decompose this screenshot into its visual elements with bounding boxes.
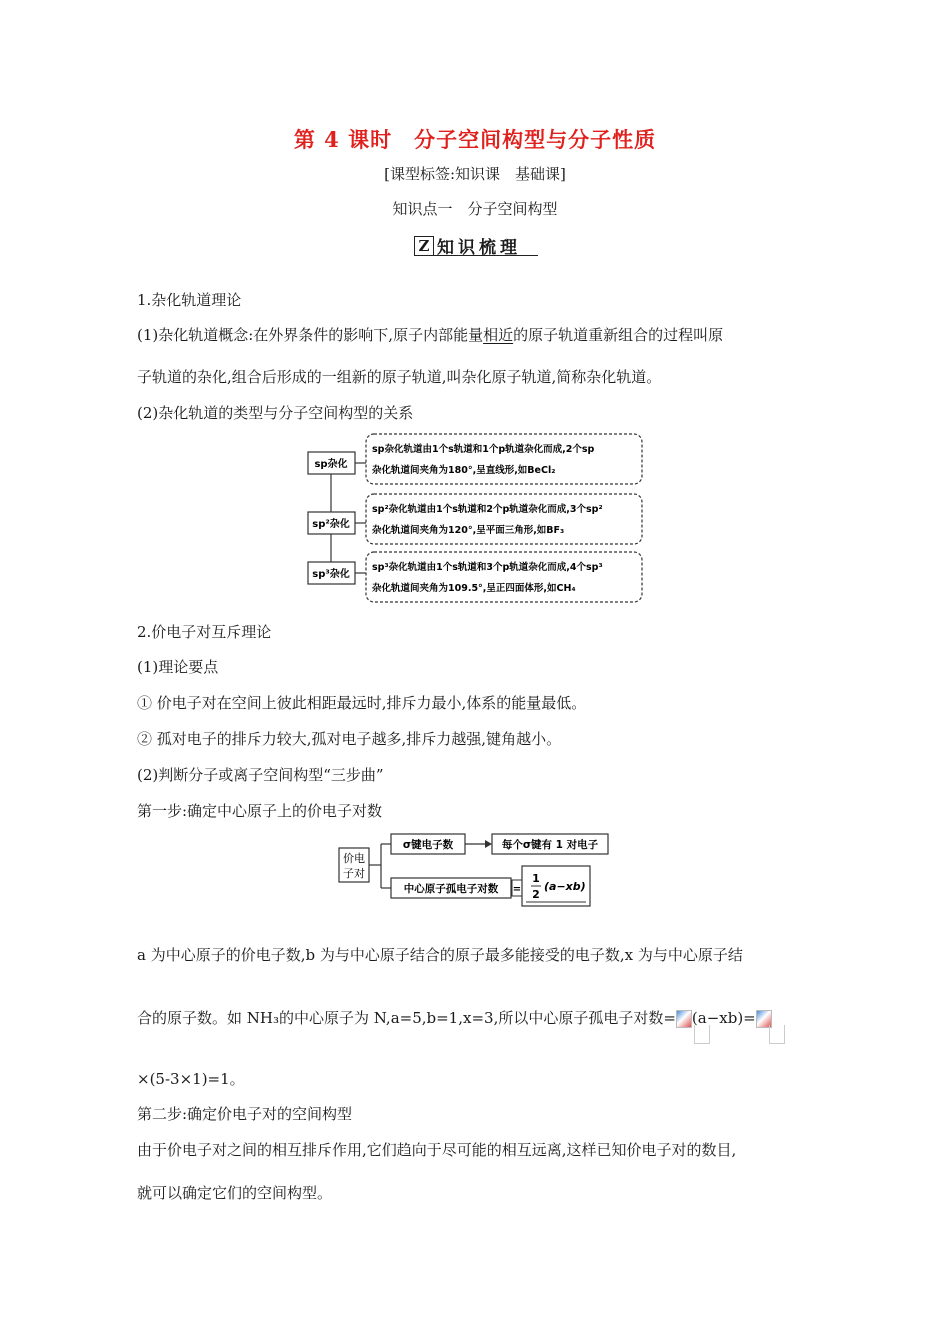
z-logo-icon: Z	[414, 236, 434, 256]
subheading-three-steps: (2)判断分子或离子空间构型“三步曲”	[137, 766, 384, 784]
step-2-heading: 第二步:确定价电子对的空间构型	[137, 1105, 353, 1123]
desc-sp3-line1: sp³杂化轨道由1个s轨道和3个p轨道杂化而成,4个sp³	[372, 562, 603, 573]
electron-pair-diagram	[335, 830, 620, 912]
lesson-tag: [课型标签:知识课 基础课]	[384, 165, 566, 183]
desc-sp-line2: 杂化轨道间夹角为180°,呈直线形,如BeCl₂	[372, 465, 556, 476]
row-sp3	[308, 552, 642, 602]
point-2: ② 孤对电子的排斥力较大,孤对电子越多,排斥力越强,键角越小。	[137, 730, 562, 748]
knowledge-banner	[414, 233, 538, 257]
step-2-line-2: 就可以确定它们的空间构型。	[137, 1184, 333, 1202]
explain-line-2: 合的原子数。如 NH₃的中心原子为 N,a=5,b=1,x=3,所以中心原子孤电子对数= (a−xb)=	[137, 1007, 772, 1028]
fraction-image-icon	[676, 1010, 692, 1028]
section-title: 知识点一 分子空间构型	[392, 200, 558, 218]
point-1: ① 价电子对在空间上彼此相距最远时,排斥力最小,体系的能量最低。	[137, 694, 587, 712]
step-2-line-1: 由于价电子对之间的相互排斥作用,它们趋向于尽可能的相互远离,这样已知价电子对的数目,	[137, 1141, 737, 1159]
label-sp3: sp³杂化	[312, 569, 350, 580]
heading-vsepr: 2.价电子对互斥理论	[137, 623, 272, 641]
desc-sp3-line2: 杂化轨道间夹角为109.5°,呈正四面体形,如CH₄	[372, 583, 576, 594]
row-sp	[308, 434, 642, 484]
sigma-label: σ键电子数	[402, 839, 454, 851]
subheading-theory-points: (1)理论要点	[137, 658, 219, 676]
fraction-image-stub	[769, 1025, 785, 1044]
sigma-result: 每个σ键有 1 对电子	[501, 839, 599, 851]
frac-numerator: 1	[532, 872, 540, 885]
step-1-heading: 第一步:确定中心原子上的价电子对数	[137, 802, 383, 820]
hybridization-diagram	[300, 430, 650, 608]
root-line1: 价电	[343, 852, 365, 865]
desc-sp2-line1: sp²杂化轨道由1个s轨道和2个p轨道杂化而成,3个sp²	[372, 504, 603, 515]
label-sp: sp杂化	[314, 459, 348, 470]
lone-pair-label: 中心原子孤电子对数	[403, 883, 499, 895]
row-sp2	[308, 494, 642, 544]
banner-text: 知识梳理	[437, 238, 521, 258]
arrow-right-icon	[485, 840, 492, 848]
heading-hybrid-theory: 1.杂化轨道理论	[137, 291, 242, 309]
label-sp2: sp²杂化	[312, 519, 350, 530]
explain-line-3: ×(5-3×1)=1。	[137, 1070, 245, 1088]
page-title: 第 4 课时 分子空间构型与分子性质	[293, 127, 657, 152]
frac-expression: (a−xb)	[544, 880, 586, 893]
fraction-image-stub	[694, 1025, 710, 1044]
equals-sign: =	[512, 884, 522, 895]
desc-sp-line1: sp杂化轨道由1个s轨道和1个p轨道杂化而成,2个sp	[372, 444, 595, 455]
paragraph-hybrid-concept: (1)杂化轨道概念:在外界条件的影响下,原子内部能量相近的原子轨道重新组合的过程叫原	[137, 326, 724, 344]
root-line2: 子对	[343, 867, 365, 880]
paragraph-hybrid-concept-2: 子轨道的杂化,组合后形成的一组新的原子轨道,叫杂化原子轨道,简称杂化轨道。	[137, 368, 662, 386]
frac-denominator: 2	[532, 888, 540, 901]
explain-line-1: a 为中心原子的价电子数,b 为与中心原子结合的原子最多能接受的电子数,x 为与中心原子结	[137, 946, 743, 964]
paragraph-hybrid-types: (2)杂化轨道的类型与分子空间构型的关系	[137, 404, 414, 422]
desc-sp2-line2: 杂化轨道间夹角为120°,呈平面三角形,如BF₃	[372, 525, 565, 536]
banner-underline	[414, 255, 538, 256]
